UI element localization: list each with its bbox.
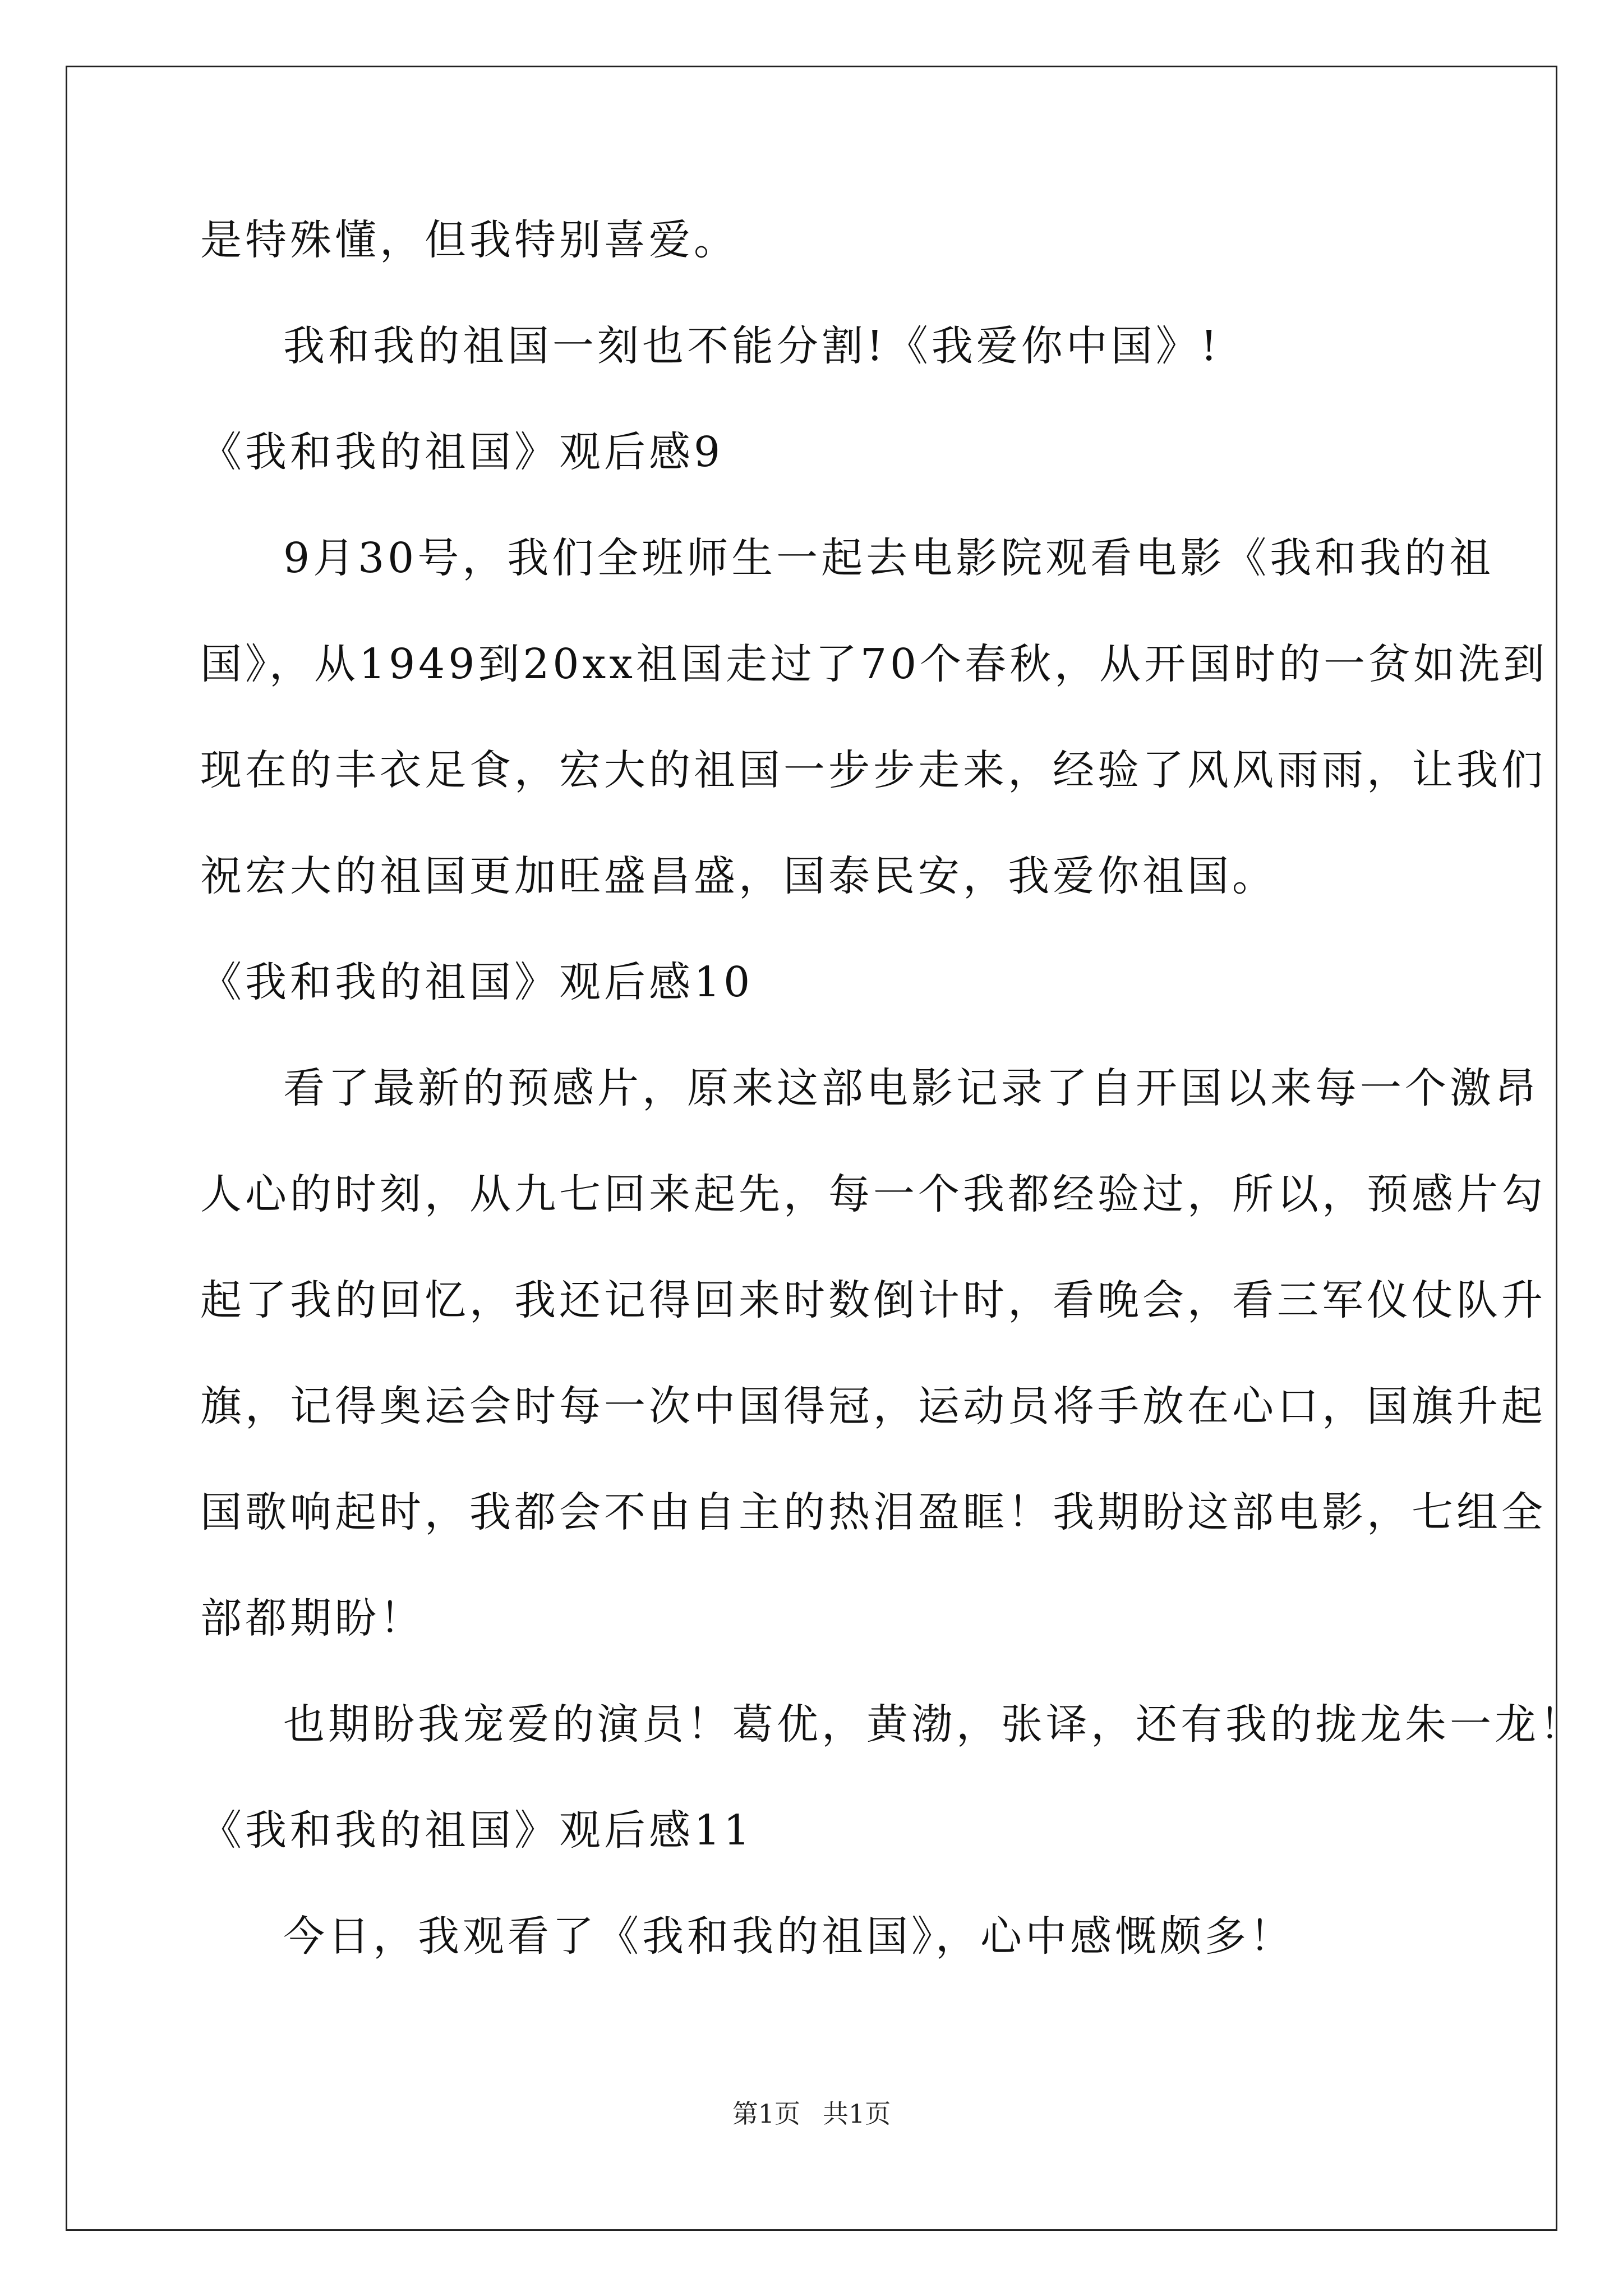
paragraph-line: 人心的时刻，从九七回来起先，每一个我都经验过，所以，预感片勾 <box>200 1170 1546 1218</box>
document-body <box>200 213 1584 2016</box>
page-footer <box>0 2097 1623 2131</box>
paragraph-line: 是特殊懂，但我特别喜爱。 <box>200 216 739 264</box>
page-total: 共1页 <box>823 2099 891 2129</box>
paragraph-line: 看了最新的预感片，原来这部电影记录了自开国以来每一个激昂 <box>283 1064 1539 1112</box>
paragraph-line: 今日，我观看了《我和我的祖国》，心中感慨颇多！ <box>283 1912 1294 1961</box>
section-heading: 《我和我的祖国》观后感11 <box>200 1806 754 1855</box>
section-heading: 《我和我的祖国》观后感9 <box>200 428 724 476</box>
paragraph-line: 现在的丰衣足食，宏大的祖国一步步走来，经验了风风雨雨，让我们 <box>200 746 1546 794</box>
paragraph-line: 国歌响起时，我都会不由自主的热泪盈眶！我期盼这部电影，七组全 <box>200 1488 1546 1536</box>
paragraph-line: 部都期盼！ <box>200 1594 425 1642</box>
paragraph-line: 9月30号，我们全班师生一起去电影院观看电影《我和我的祖 <box>283 534 1495 582</box>
page-number: 第1页 <box>732 2099 800 2129</box>
paragraph-line: 也期盼我宠爱的演员！葛优，黄渤，张译，还有我的拢龙朱一龙！ <box>283 1700 1584 1749</box>
paragraph-line: 我和我的祖国一刻也不能分割!《我爱你中国》! <box>283 322 1221 370</box>
section-heading: 《我和我的祖国》观后感10 <box>200 958 754 1006</box>
paragraph-line: 起了我的回忆，我还记得回来时数倒计时，看晚会，看三军仪仗队升 <box>200 1276 1546 1324</box>
paragraph-line: 祝宏大的祖国更加旺盛昌盛，国泰民安，我爱你祖国。 <box>200 852 1277 900</box>
paragraph-line: 旗，记得奥运会时每一次中国得冠，运动员将手放在心口，国旗升起 <box>200 1382 1546 1430</box>
paragraph-line: 国》，从1949到20xx祖国走过了70个春秋，从开国时的一贫如洗到 <box>200 640 1548 688</box>
